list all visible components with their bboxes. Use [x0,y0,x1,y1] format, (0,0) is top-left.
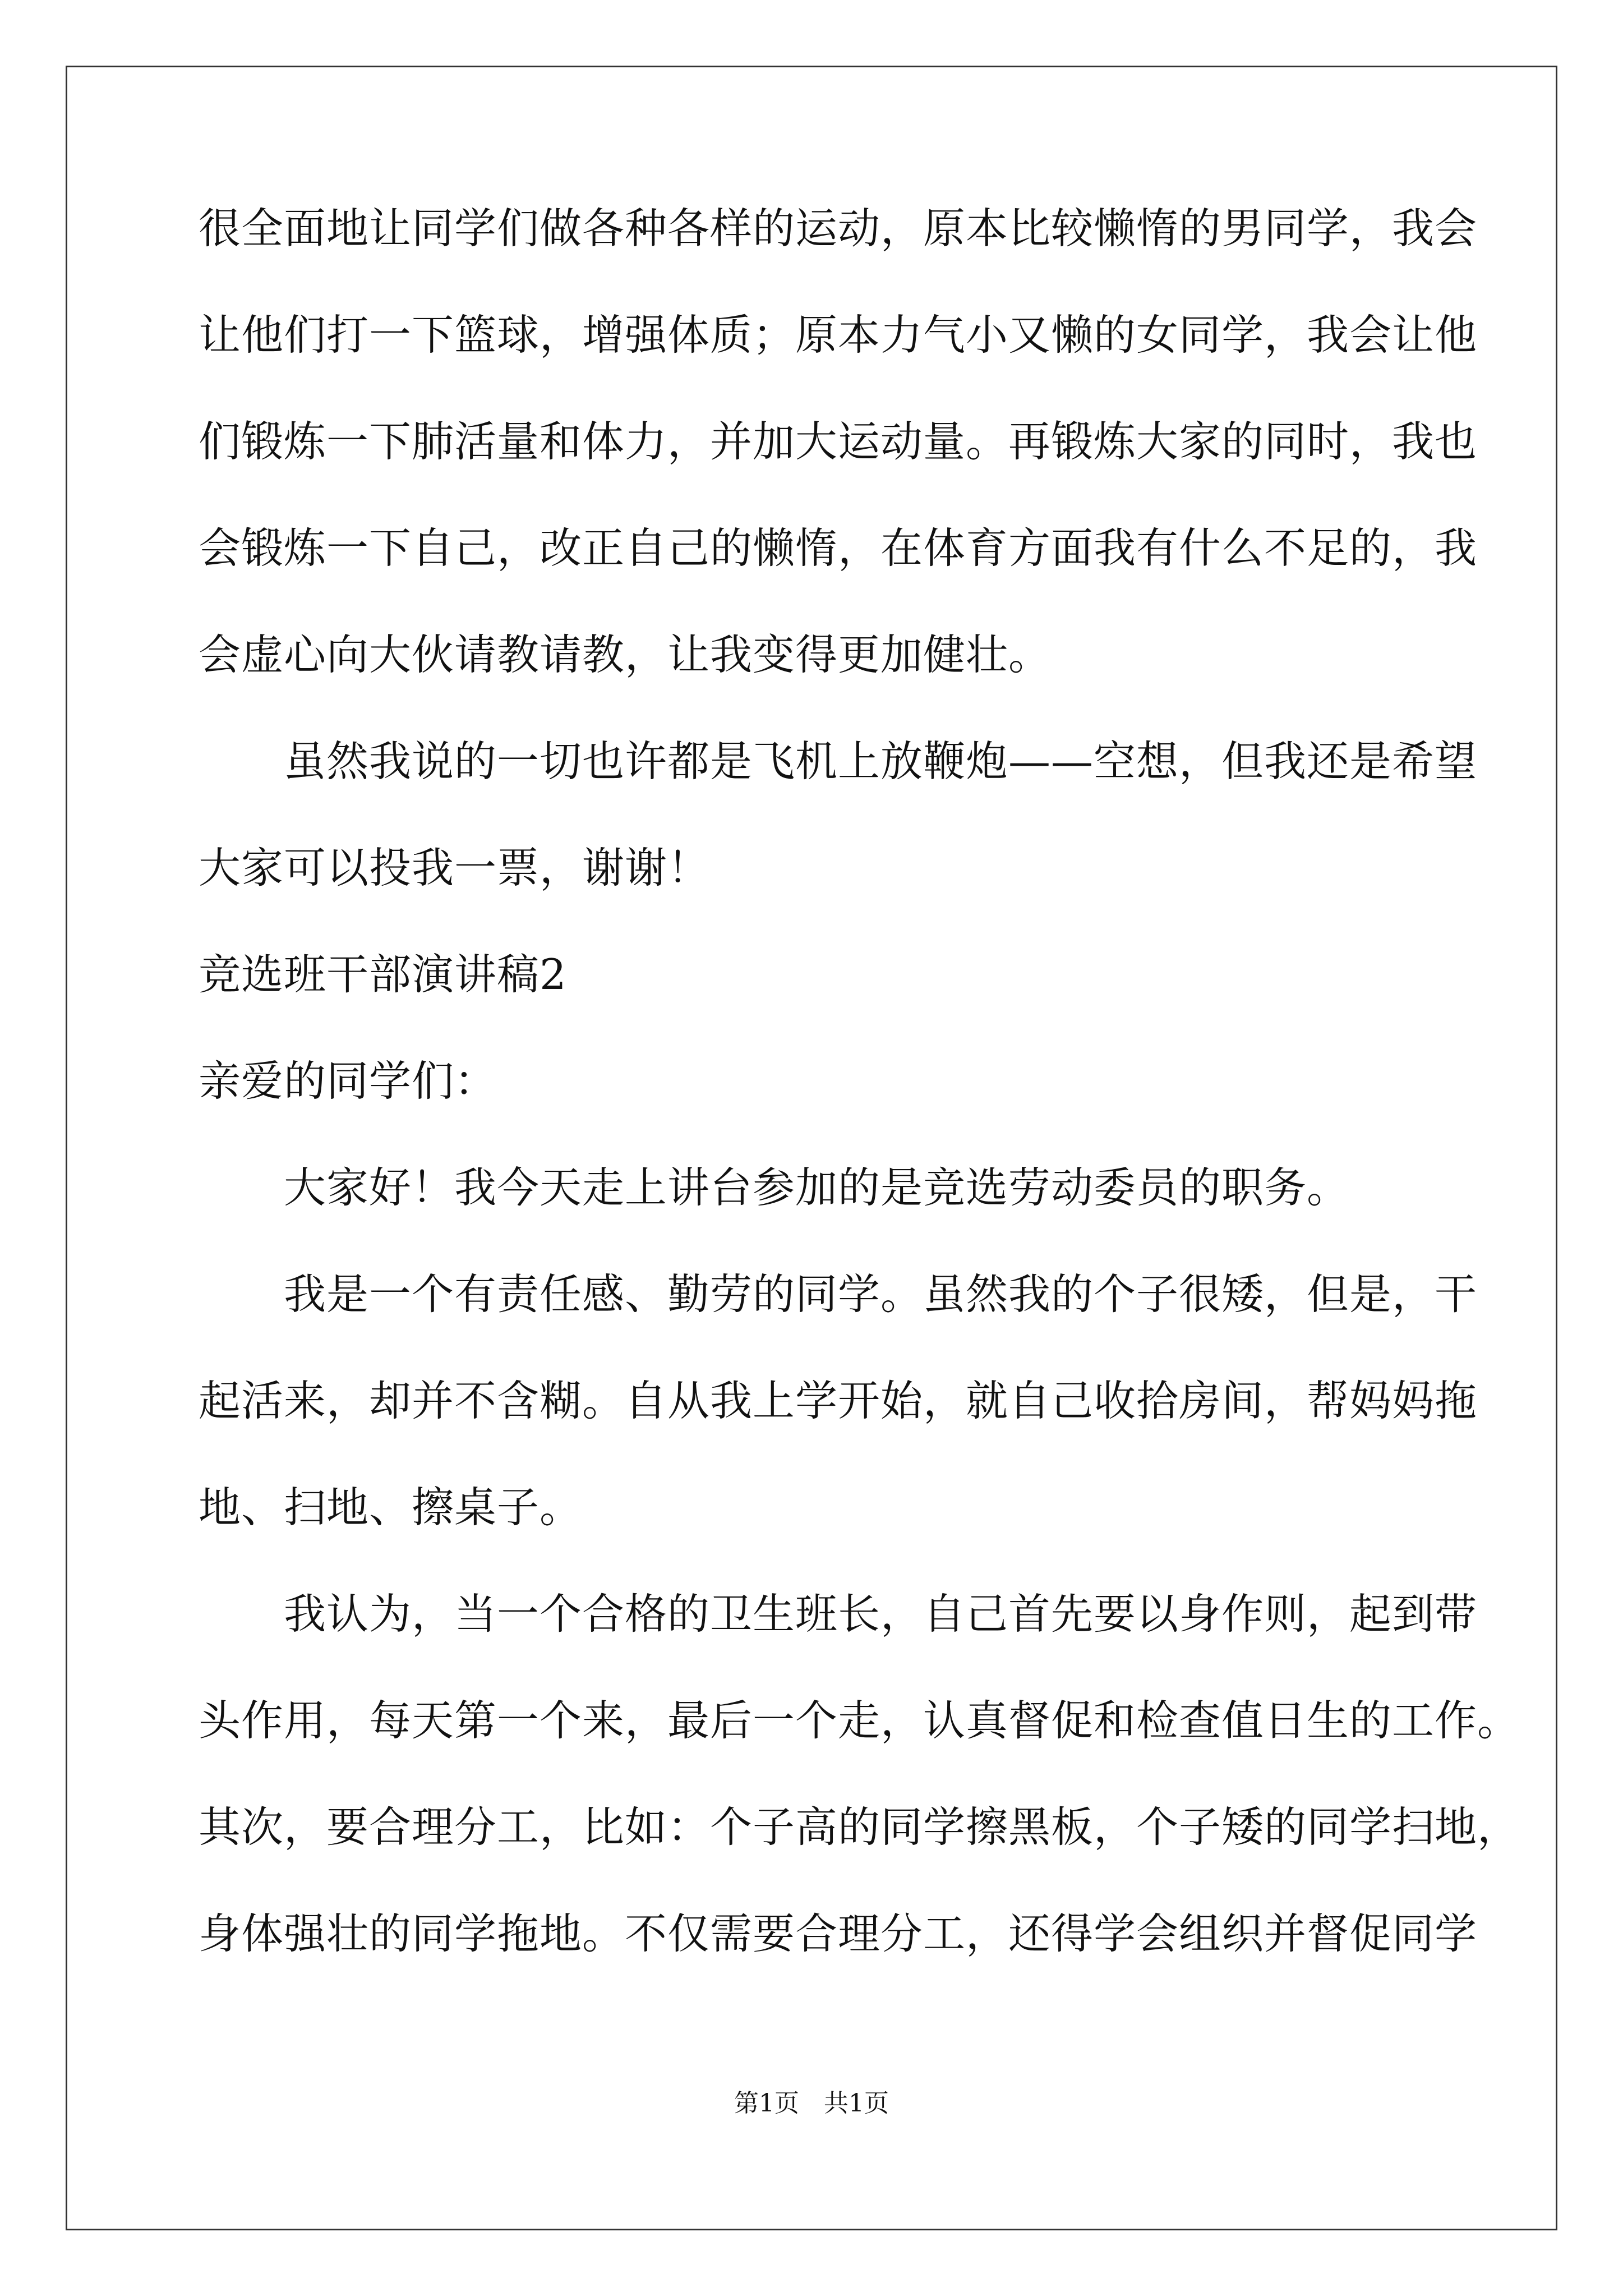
text-line: 身体强壮的同学拖地。不仅需要合理分工，还得学会组织并督促同学 [199,1909,1478,1958]
text-line: 地、扫地、擦桌子。 [199,1483,583,1532]
document-body [199,204,1520,2019]
text-line: 起活来，却并不含糊。自从我上学开始，就自己收拾房间，帮妈妈拖 [199,1376,1478,1425]
page-number-footer: 第1页 共1页 [734,2089,889,2118]
text-line: 头作用，每天第一个来，最后一个走，认真督促和检查值日生的工作。 [199,1696,1520,1745]
text-line: 大家可以投我一票，谢谢！ [199,843,711,892]
salutation: 亲爱的同学们： [199,1056,497,1106]
section-title: 竞选班干部演讲稿2 [199,950,567,999]
text-line: 让他们打一下篮球，增强体质；原本力气小又懒的女同学，我会让他 [199,310,1478,360]
text-line: 很全面地让同学们做各种各样的运动，原本比较懒惰的男同学，我会 [199,204,1478,253]
text-line: 们锻炼一下肺活量和体力，并加大运动量。再锻炼大家的同时，我也 [199,417,1478,466]
text-line: 其次，要合理分工，比如：个子高的同学擦黑板，个子矮的同学扫地， [199,1802,1520,1852]
text-line: 我是一个有责任感、勤劳的同学。虽然我的个子很矮，但是，干 [199,1269,1478,1319]
text-line: 会虚心向大伙请教请教，让我变得更加健壮。 [199,630,1052,679]
text-line: 会锻炼一下自己，改正自己的懒惰，在体育方面我有什么不足的，我 [199,523,1478,573]
text-line: 我认为，当一个合格的卫生班长，自己首先要以身作则，起到带 [199,1589,1478,1639]
text-line: 虽然我说的一切也许都是飞机上放鞭炮——空想，但我还是希望 [199,737,1478,786]
text-line: 大家好！我今天走上讲台参加的是竞选劳动委员的职务。 [199,1163,1350,1212]
